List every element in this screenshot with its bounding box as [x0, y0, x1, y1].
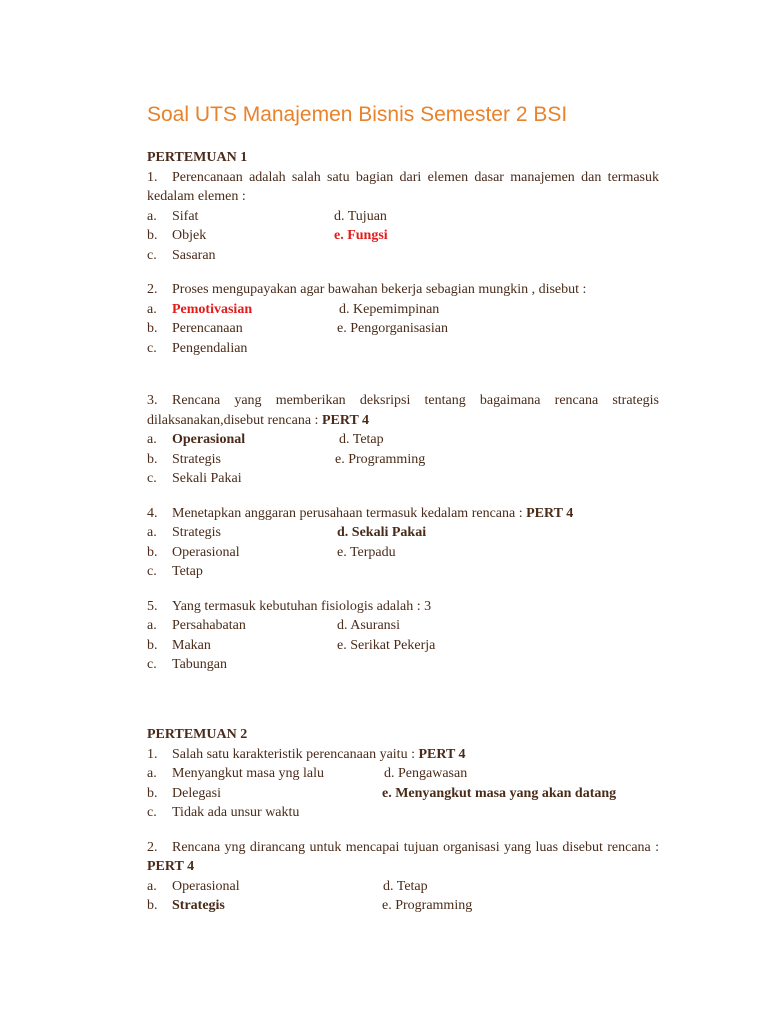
question-text: Proses mengupayakan agar bawahan bekerja sebagian mungkin , disebut : — [172, 282, 587, 297]
pert-tag: PERT 4 — [418, 746, 466, 762]
option-text: Perencanaan — [172, 321, 243, 336]
option-text: Makan — [172, 637, 211, 653]
correct-answer: Operasional — [172, 432, 246, 447]
option-letter: a. — [147, 432, 157, 447]
option-row — [147, 616, 659, 636]
option-letter: c. — [147, 564, 157, 579]
option-row — [147, 319, 659, 339]
option-row — [147, 523, 659, 543]
question-number: 4. — [147, 505, 158, 521]
pert-tag: PERT 4 — [321, 412, 370, 428]
correct-answer: e. Menyangkut masa yang akan datang — [382, 785, 617, 801]
option-text: Operasional — [172, 544, 240, 560]
option-right: e. Pengorganisasian — [337, 321, 448, 336]
section-pertemuan-2 — [147, 725, 659, 916]
question-text: Menetapkan anggaran perusahaan termasuk kedalam rencana : — [172, 505, 523, 521]
option-row — [147, 469, 659, 489]
option-letter: a. — [147, 301, 157, 317]
question-number: 2. — [147, 839, 158, 855]
option-text: Menyangkut masa yng lalu — [172, 766, 325, 781]
option-row — [147, 300, 659, 320]
question-text: Rencana yng dirancang untuk mencapai tujuan organisasi yang luas disebut rencana : — [172, 839, 659, 855]
question-2 — [147, 838, 659, 916]
option-row — [147, 430, 659, 450]
option-text: Strategis — [172, 525, 221, 540]
option-letter: c. — [147, 247, 157, 263]
question-4 — [147, 504, 659, 582]
pert-tag: PERT 4 — [147, 859, 195, 874]
option-text: Persahabatan — [172, 618, 246, 633]
option-right: e. Serikat Pekerja — [337, 637, 436, 653]
option-letter: b. — [147, 451, 158, 467]
question-text: Rencana yang memberikan deksripsi tentang bagaimana rencana strategis dilaksanakan,disebut rencana : — [147, 393, 659, 428]
option-right: d. Pengawasan — [384, 766, 468, 781]
correct-answer: d. Sekali Pakai — [337, 525, 427, 540]
option-letter: c. — [147, 471, 157, 486]
question-text: Salah satu karakteristik perencanaan yaitu : — [172, 746, 415, 762]
option-letter: c. — [147, 805, 157, 820]
question-1 — [147, 168, 659, 266]
option-text: Sekali Pakai — [172, 471, 242, 486]
option-text: Operasional — [172, 878, 240, 894]
option-text: Tetap — [172, 564, 203, 579]
option-text: Objek — [172, 228, 207, 243]
section-pertemuan-1 — [147, 148, 659, 675]
option-right: e. Programming — [382, 898, 473, 913]
option-letter: a. — [147, 525, 157, 540]
question-5 — [147, 597, 659, 675]
option-row — [147, 655, 659, 675]
question-number: 1. — [147, 169, 158, 185]
pert-tag: PERT 4 — [526, 505, 574, 521]
correct-answer: e. Fungsi — [334, 228, 388, 243]
option-right: d. Tetap — [339, 432, 384, 447]
option-letter: a. — [147, 766, 157, 781]
option-text: Tabungan — [172, 657, 228, 672]
option-row — [147, 450, 659, 470]
question-text: Yang termasuk kebutuhan fisiologis adalah : 3 — [172, 598, 432, 614]
option-row — [147, 339, 659, 359]
option-letter: c. — [147, 340, 157, 356]
correct-answer: Strategis — [172, 898, 225, 913]
section-heading: PERTEMUAN 2 — [147, 727, 248, 742]
option-row — [147, 896, 659, 916]
option-text: Strategis — [172, 451, 221, 467]
option-row — [147, 562, 659, 582]
question-number: 1. — [147, 746, 158, 762]
correct-answer: Pemotivasian — [172, 301, 253, 317]
option-right: d. Tetap — [383, 878, 428, 894]
section-heading: PERTEMUAN 1 — [147, 150, 248, 165]
option-right: e. Terpadu — [337, 544, 396, 560]
option-letter: a. — [147, 878, 157, 894]
question-2 — [147, 280, 659, 358]
question-number: 2. — [147, 282, 158, 297]
option-letter: b. — [147, 898, 158, 913]
option-letter: c. — [147, 657, 157, 672]
option-row — [147, 543, 659, 563]
option-right: d. Asuransi — [337, 618, 400, 633]
option-letter: b. — [147, 228, 158, 243]
option-right: e. Programming — [335, 451, 426, 467]
option-row — [147, 764, 659, 784]
question-1 — [147, 745, 659, 823]
option-row — [147, 636, 659, 656]
option-row — [147, 226, 659, 246]
option-right: d. Tujuan — [334, 208, 387, 224]
option-text: Sasaran — [172, 247, 216, 263]
question-text: Perencanaan adalah salah satu bagian dari elemen dasar manajemen dan termasuk kedalam elemen : — [147, 169, 659, 204]
option-row — [147, 803, 659, 823]
option-row — [147, 207, 659, 227]
question-3 — [147, 391, 659, 489]
option-letter: a. — [147, 618, 157, 633]
option-letter: a. — [147, 208, 157, 224]
option-text: Delegasi — [172, 785, 221, 801]
option-row — [147, 784, 659, 804]
option-letter: b. — [147, 637, 158, 653]
option-letter: b. — [147, 321, 158, 336]
question-number: 5. — [147, 598, 158, 614]
option-text: Pengendalian — [172, 340, 248, 356]
page-title: Soal UTS Manajemen Bisnis Semester 2 BSI — [147, 103, 568, 126]
option-letter: b. — [147, 785, 158, 801]
option-text: Sifat — [172, 208, 199, 224]
option-letter: b. — [147, 544, 158, 560]
option-row — [147, 246, 659, 266]
question-number: 3. — [147, 393, 158, 408]
option-text: Tidak ada unsur waktu — [172, 805, 300, 820]
option-right: d. Kepemimpinan — [339, 301, 440, 317]
option-row — [147, 877, 659, 897]
